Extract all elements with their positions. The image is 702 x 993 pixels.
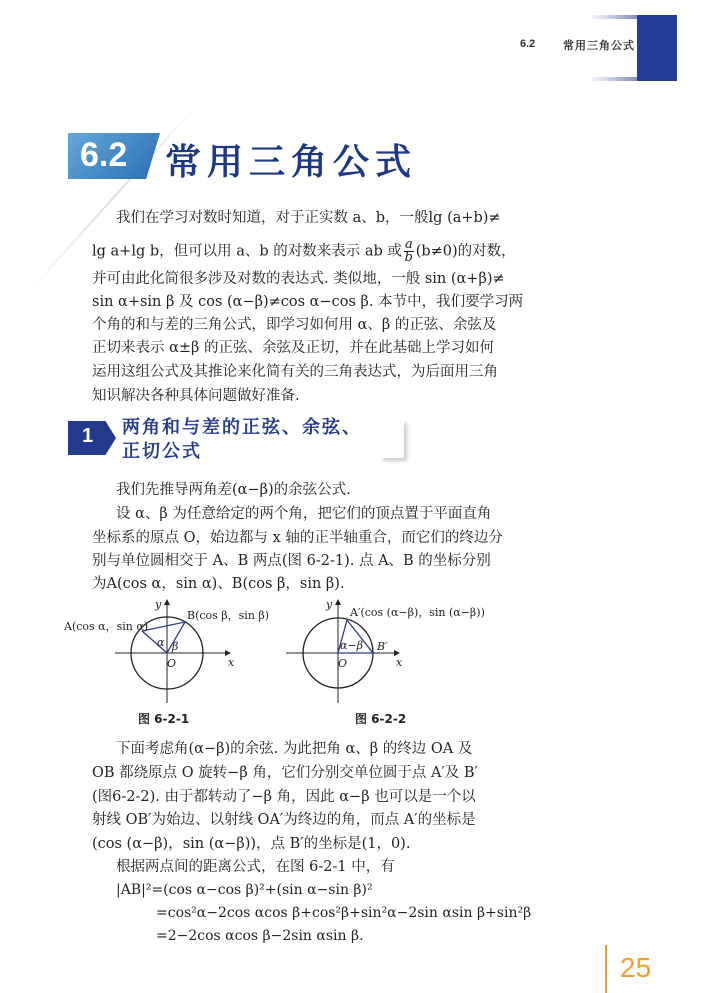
para2-line: 射线 OB′为始边、以射线 OA′为终边的角，而点 A′的坐标是 (92, 812, 476, 828)
intro-line-part: (b≠0)的对数， (415, 243, 516, 260)
section-heading-shadow (380, 420, 404, 458)
angle-label: α−β (340, 639, 364, 652)
intro-line-part: lg a+lg b，但可以用 a、b 的对数来表示 ab 或 (92, 243, 402, 260)
para1-line: 别与单位圆相交于 A、B 两点(图 6-2-1). 点 A、B 的坐标分别 (92, 553, 491, 569)
y-axis-arrow (335, 599, 341, 605)
point-B-label: B(cos β，sin β) (187, 609, 270, 622)
subsection-title-line: 正切公式 (122, 441, 202, 462)
figures (0, 597, 702, 737)
running-header-section-title: 常用三角公式 (563, 39, 635, 52)
para2-line: (cos (α−β)，sin (α−β))，点 B′的坐标是(1，0). (92, 836, 411, 852)
intro-line: 正切来表示 α±β 的正弦、余弦及正切，并在此基础上学习如何 (92, 340, 495, 356)
page-number: 25 (620, 952, 652, 983)
subsection-number: 1 (82, 425, 94, 447)
intro-line: sin α+sin β 及 cos (α−β)≠cos α−cos β. 本节中，我们要学习两 (92, 294, 524, 310)
decorative-diagonal (26, 100, 201, 295)
page-number-divider (605, 945, 607, 993)
para1-line: 为A(cos α，sin α)、B(cos β，sin β). (92, 576, 345, 592)
equation-line: =cos²α−2cos αcos β+cos²β+sin²α−2sin αsin β+sin²β (156, 905, 532, 921)
point-B-prime-label: B′ (377, 640, 388, 653)
fraction (404, 239, 414, 264)
alpha-label: α (157, 636, 165, 649)
subsection-title-line: 两角和与差的正弦、余弦、 (122, 417, 362, 438)
intro-line (92, 239, 516, 264)
section-number: 6.2 (80, 136, 128, 174)
para1-line: 我们先推导两角差(α−β)的余弦公式. (116, 482, 351, 498)
running-header-section-number: 6.2 (520, 38, 536, 50)
beta-label: β (172, 640, 179, 653)
y-label: y (326, 598, 333, 611)
intro-line: 知识解决各种具体问题做好准备. (92, 388, 300, 404)
origin-label: O (338, 657, 348, 670)
header-band-blue (637, 15, 677, 81)
fraction-numerator: a (404, 237, 413, 252)
y-label: y (155, 598, 162, 611)
para1-line: 坐标系的原点 O，始边都与 x 轴的正半轴重合，而它们的终边分 (92, 530, 503, 546)
para1-line: 设 α、β 为任意给定的两个角，把它们的顶点置于平面直角 (116, 506, 492, 522)
figure-caption: 图 6-2-1 (138, 712, 190, 726)
intro-line: 并可由此化简很多涉及对数的表达式. 类似地，一般 sin (α+β)≠ (92, 271, 505, 287)
equation-line: =2−2cos αcos β−2sin αsin β. (156, 928, 364, 944)
para2-line: 下面考虑角(α−β)的余弦. 为此把角 α、β 的终边 OA 及 (116, 741, 473, 757)
point-A-label: A(cos α，sin α) (64, 620, 149, 633)
page-title: 常用三角公式 (165, 142, 418, 183)
intro-line: 我们在学习对数时知道，对于正实数 a、b，一般lg (a+b)≠ (116, 210, 501, 226)
x-label: x (228, 656, 235, 669)
y-axis-arrow (164, 599, 170, 605)
intro-line: 个角的和与差的三角公式，即学习如何用 α、β 的正弦、余弦及 (92, 317, 497, 333)
equation-line: |AB|²=(cos α−cos β)²+(sin α−sin β)² (116, 882, 373, 898)
origin-label: O (167, 657, 177, 670)
intro-line: 运用这组公式及其推论来化简有关的三角表达式，为后面用三角 (92, 364, 498, 380)
para2-line: 根据两点间的距离公式，在图 6-2-1 中，有 (116, 859, 395, 875)
point-A-prime-label: A′(cos (α−β)，sin (α−β)) (350, 606, 485, 619)
figure-6-2-2 (286, 598, 485, 703)
figure-caption: 图 6-2-2 (355, 712, 407, 726)
para2-line: (图6-2-2). 由于都转动了−β 角，因此 α−β 也可以是一个以 (92, 789, 476, 805)
subsection-title (122, 416, 362, 464)
para2-line: OB 都绕原点 O 旋转−β 角，它们分别交单位圆于点 A′及 B′ (92, 765, 478, 781)
x-label: x (396, 656, 403, 669)
figure-6-2-1 (63, 598, 269, 703)
fraction-denominator: b (404, 250, 413, 265)
